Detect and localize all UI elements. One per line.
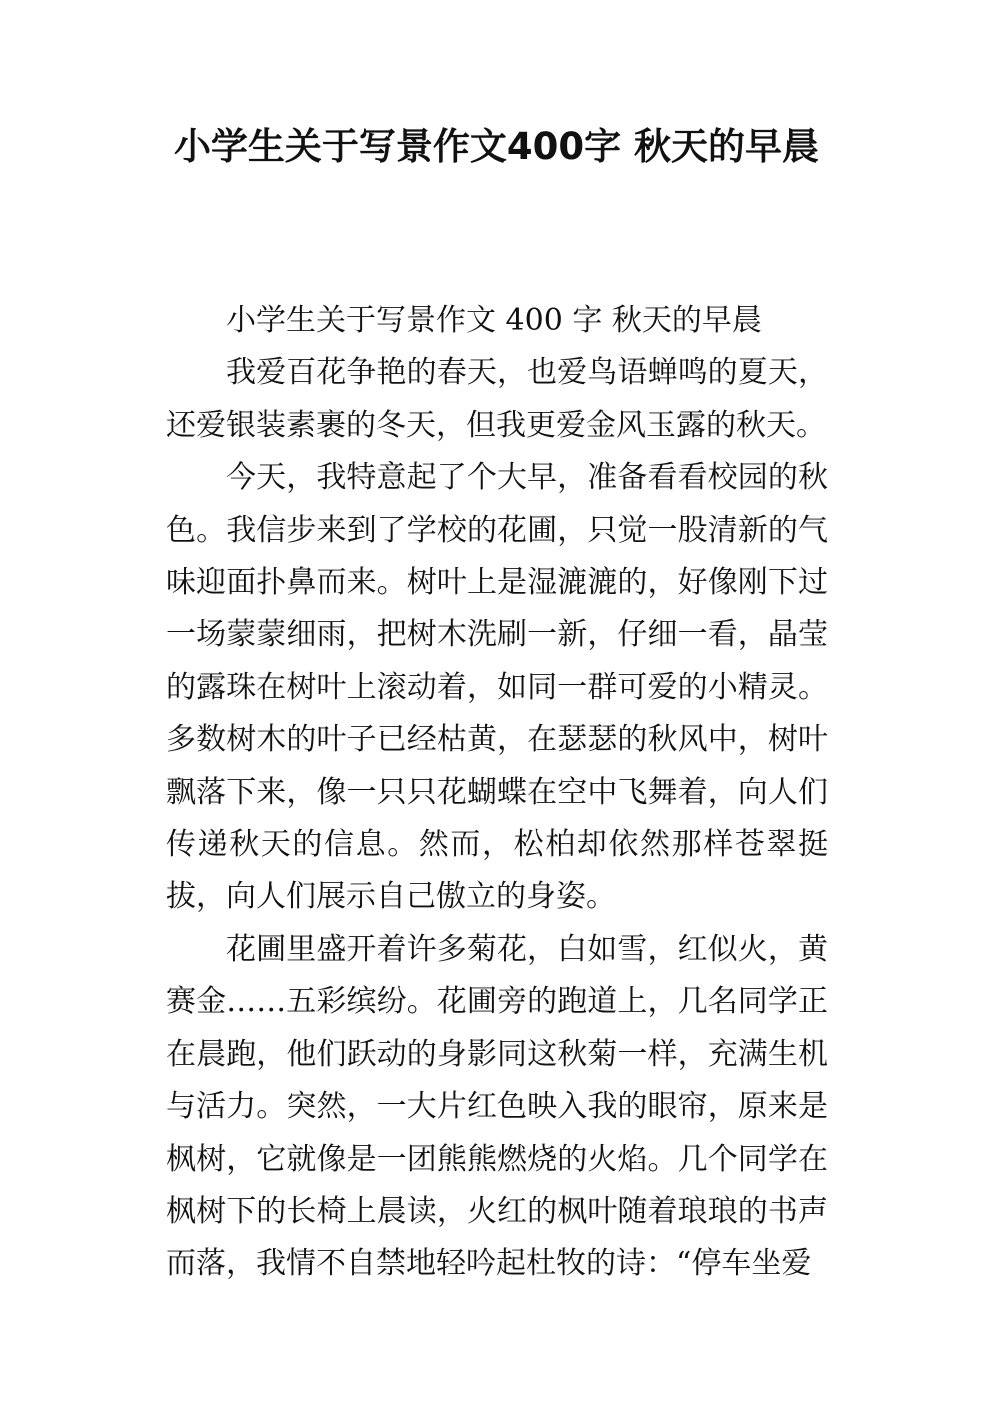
paragraph-subtitle: 小学生关于写景作文 400 字 秋天的早晨 — [226, 303, 762, 338]
paragraph-flowers: 花圃里盛开着许多菊花，白如雪，红似火，黄赛金……五彩缤纷。花圃旁的跑道上，几名同学正在晨跑，他们跃动的身影同这秋菊一样，充满生机与活力。突然，一大片红色映入我的眼帘，原来是枫树，它就像是一团熊熊燃烧的火焰。几个同学在枫树下的长椅上晨读，火红的枫叶随着琅琅的书声而落，我情不自禁地轻吟起杜牧的诗：“停车坐爱 — [166, 931, 828, 1282]
document-title: 小学生关于写景作文400字 秋天的早晨 — [173, 125, 820, 168]
paragraph-campus: 今天，我特意起了个大早，准备看看校园的秋色。我信步来到了学校的花圃，只觉一股清新的气味迎面扑鼻而来。树叶上是湿漉漉的，好像刚下过一场蒙蒙细雨，把树木洗刷一新，仔细一看，晶莹的露珠在树叶上滚动着，如同一群可爱的小精灵。多数树木的叶子已经枯黄，在瑟瑟的秋风中，树叶飘落下来，像一只只花蝴蝶在空中飞舞着，向人们传递秋天的信息。然而，松柏却依然那样苍翠挺拔，向人们展示自己傲立的身姿。 — [166, 460, 828, 915]
paragraph-intro: 我爱百花争艳的春天，也爱鸟语蝉鸣的夏天，还爱银装素裹的冬天，但我更爱金风玉露的秋天。 — [166, 355, 828, 443]
document-body — [166, 295, 828, 1291]
